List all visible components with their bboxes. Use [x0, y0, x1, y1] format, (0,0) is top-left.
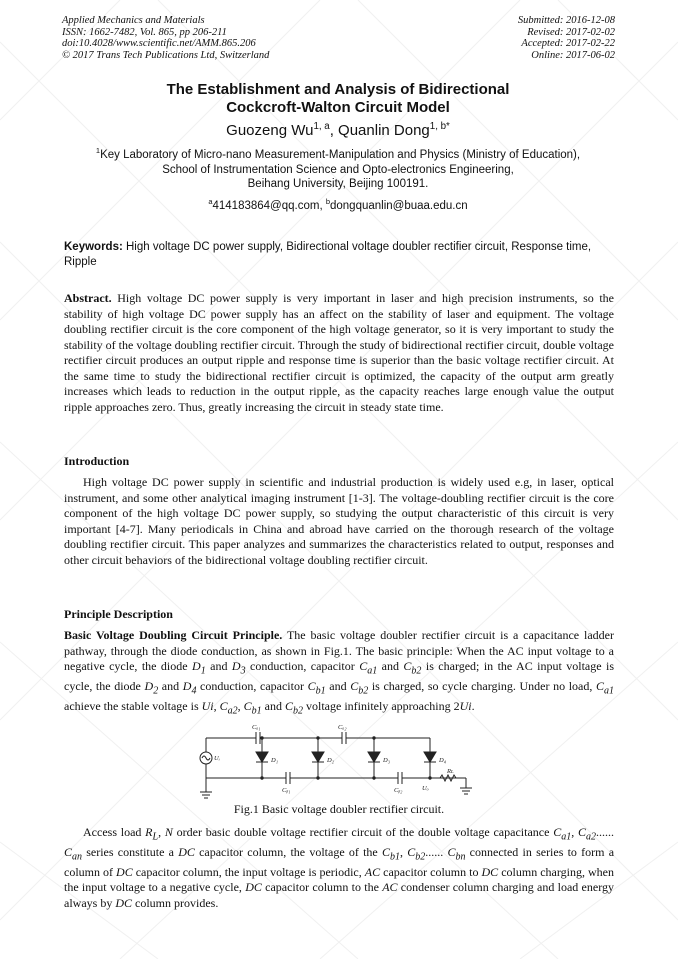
- sym-rl: R: [145, 825, 153, 839]
- abstract-text: High voltage DC power supply is very important in laser and high precision instruments, so the stability of high voltage DC power supply has an affect on the stability of laser and equipment. The voltage doubling rectifier circuit is the core component of the high voltage generator, so it is very important to study the stability of the voltage doubling rectifier circuit. Through the study of bidirectional rectifier circuit, double voltage rectifier circuit produces an output ripple and response time is superior than the basic voltage rectifier circuit. At the same time to study the bidirectional rectifier circuit is optimized, the capacity of the output arm greatly increases which leads to reduction in the output ripple, as the capacity reaches large enough value the output ripple approaches zero. Thus, greatly increasing the circuit in steady state time.: [64, 291, 614, 414]
- principle-text-6: and: [158, 678, 183, 693]
- sym-dc-1: DC: [178, 844, 195, 859]
- affiliation-sup: 1: [95, 146, 101, 156]
- title-line-2: Cockcroft-Walton Circuit Model: [226, 99, 450, 116]
- abstract: [64, 291, 614, 415]
- accepted-date: Accepted: 2017-02-22: [521, 38, 615, 49]
- paper-title: [62, 81, 614, 117]
- sym-ui: Ui: [201, 698, 214, 713]
- author-1-sup: 1, a: [313, 121, 330, 132]
- sym-cb2-c: C: [284, 698, 293, 713]
- keywords-label: Keywords:: [64, 241, 123, 253]
- author-1: Guozeng Wu: [226, 122, 314, 139]
- access-load-paragraph: [64, 825, 614, 911]
- abstract-label: Abstract.: [64, 291, 112, 305]
- sym-dc-3: DC: [481, 864, 499, 879]
- sym-d3-sub: 3: [240, 665, 246, 677]
- access-text-3: ,: [571, 825, 578, 839]
- sym-d2: D: [144, 678, 154, 693]
- sym-cb2-b-sub: b2: [358, 685, 369, 697]
- diode-4: [424, 752, 436, 762]
- sym-access-ca1: C: [553, 825, 562, 839]
- author-emails: [62, 199, 614, 213]
- introduction-heading: Introduction: [64, 454, 130, 468]
- sym-rl-sub: L: [152, 831, 159, 843]
- author-2: Quanlin Dong: [338, 122, 430, 139]
- affiliation-line-3: Beihang University, Beijing 100191.: [247, 178, 429, 190]
- principle-text-8: and: [325, 678, 351, 693]
- sym-cb1-b-sub: b1: [251, 705, 262, 717]
- principle-subheading: Basic Voltage Doubling Circuit Principle.: [64, 628, 283, 642]
- label-ui: Uᵢ: [214, 755, 220, 762]
- sym-ca2: C: [219, 698, 228, 713]
- email-a-sup: a: [208, 197, 213, 207]
- label-uo: Uₒ: [422, 785, 429, 792]
- principle-text-5: is charged; in the AC input voltage is cycle, the diode: [64, 659, 615, 693]
- access-text-11: capacitor column to: [380, 864, 482, 879]
- author-2-sup: 1, b*: [429, 121, 450, 132]
- email-a[interactable]: 414183864@qq.com,: [212, 200, 326, 212]
- principle-text-1: The basic voltage doubler rectifier circuit is a capacitance ladder pathway, through the diode conduction, as shown in Fig.1. The basic principle: When the AC input voltage to a negative cycle, the diode: [64, 628, 614, 673]
- sym-access-cb1: C: [381, 844, 390, 859]
- principle-text-13: and: [261, 698, 285, 713]
- access-text-4: ......: [595, 825, 614, 839]
- sym-access-ca2-sub: a2: [585, 831, 596, 843]
- sym-access-cb2-sub: b2: [415, 851, 426, 863]
- sym-cb1-b: C: [243, 698, 252, 713]
- access-text-7: ,: [399, 844, 408, 859]
- label-cb1: Cᵦ₁: [282, 787, 291, 794]
- sym-cb2-b: C: [350, 678, 359, 693]
- label-cb2: Cᵦ₂: [394, 787, 403, 794]
- sym-ac-2: AC: [382, 880, 398, 895]
- doi-line: doi:10.4028/www.scientific.net/AMM.865.206: [62, 38, 256, 49]
- sym-d4: D: [182, 678, 192, 693]
- principle-text-10: achieve the stable voltage is: [64, 698, 202, 713]
- access-text-13: capacitor column to the: [261, 880, 383, 895]
- affiliation: [62, 148, 614, 192]
- title-line-1: The Establishment and Analysis of Bidirectional: [166, 81, 510, 98]
- sym-access-can-sub: an: [72, 851, 83, 863]
- sym-ui-2: Ui: [459, 698, 472, 713]
- label-d1: D₁: [271, 757, 278, 764]
- principle-text-7: conduction, capacitor: [196, 678, 308, 693]
- label-d2: D₂: [327, 757, 334, 764]
- access-text-5: series constitute a: [82, 844, 179, 859]
- sym-ca1-sub: a1: [367, 665, 378, 677]
- email-b[interactable]: dongquanlin@buaa.edu.cn: [330, 200, 468, 212]
- sym-cb2: C: [403, 659, 412, 673]
- journal-info: [62, 15, 269, 61]
- access-text-6: capacitor column, the voltage of the: [194, 844, 382, 859]
- access-text-8: ......: [425, 844, 448, 859]
- issn-line: ISSN: 1662-7482, Vol. 865, pp 206-211: [62, 26, 227, 38]
- label-rl: Rʟ: [447, 768, 454, 775]
- sym-access-cb2: C: [407, 844, 416, 859]
- sym-d4-sub: 4: [191, 685, 197, 697]
- keywords: [64, 240, 614, 270]
- access-text-14: condenser column charging and load energy always by: [64, 880, 614, 910]
- label-ca1: Cₐ₁: [252, 724, 261, 731]
- principle-text-2: and: [205, 659, 232, 673]
- sym-cb1-sub: b1: [315, 685, 326, 697]
- sym-cb1: C: [307, 678, 316, 693]
- sym-ca1-b: C: [596, 678, 605, 693]
- principle-text-11: ,: [213, 698, 220, 713]
- principle-paragraph: [64, 628, 614, 719]
- principle-text-14: voltage infinitely approaching 2: [303, 698, 460, 713]
- introduction-text: High voltage DC power supply in scientific and industrial production is widely used e.g, in laser, optical instrument, and some other analytical imaging instrument [1-3]. The voltage-doubling rectifier circuit is the core component of the high voltage DC power supply, so studying the output characteristic of this circuit is very important [4-7]. Many periodicals in China and abroad have carried on the thorough research of the voltage doubling rectifier circuit. This paper analyzes and summarizes the characteristics related to output, responses and other circuit behaviors of the bidirectional voltage doubling rectifier circuit.: [64, 475, 614, 567]
- access-text-15: column provides.: [132, 895, 219, 910]
- label-d4: D₄: [439, 757, 446, 764]
- sym-ca2-sub: a2: [227, 705, 238, 717]
- affiliation-line-2: School of Instrumentation Science and Opto-electronics Engineering,: [162, 163, 514, 176]
- principle-text-12: ,: [237, 698, 244, 713]
- access-text-12: column charging, when the input voltage to a negative cycle,: [64, 864, 614, 895]
- submitted-date: Submitted: 2016-12-08: [517, 15, 615, 26]
- author-separator: ,: [329, 122, 339, 139]
- access-text-1: ,: [158, 825, 165, 839]
- access-text-9: connected in series to form a column of: [64, 844, 615, 879]
- principle-heading: Principle Description: [64, 607, 173, 621]
- sym-cb2-sub: b2: [411, 665, 422, 677]
- principle-text-9: is charged, so cycle charging. Under no load,: [368, 678, 596, 693]
- figure-caption: Fig.1 Basic voltage doubler rectifier circuit.: [233, 802, 445, 816]
- principle-text-15: .: [471, 698, 475, 713]
- diode-1: [256, 752, 268, 762]
- keywords-text: High voltage DC power supply, Bidirectional voltage doubler rectifier circuit, Response time, Ripple: [64, 241, 592, 268]
- author-list: [62, 122, 614, 140]
- sym-dc-4: DC: [245, 880, 262, 895]
- diode-3: [368, 752, 380, 762]
- sym-cb2-c-sub: b2: [293, 705, 303, 717]
- email-b-sup: b: [325, 197, 330, 207]
- diode-2: [312, 752, 324, 762]
- sym-n: N: [164, 825, 173, 839]
- principle-text-4: and: [377, 659, 404, 673]
- sym-d3: D: [231, 659, 241, 673]
- sym-ca1: C: [359, 659, 368, 673]
- sym-d1: D: [192, 659, 201, 673]
- revised-date: Revised: 2017-02-02: [527, 26, 615, 38]
- copyright-line: © 2017 Trans Tech Publications Ltd, Switzerland: [62, 49, 270, 61]
- sym-d2-sub: 2: [153, 685, 159, 697]
- sym-dc-2: DC: [116, 864, 133, 879]
- dates-info: [518, 15, 615, 61]
- online-date: Online: 2017-06-02: [531, 49, 615, 61]
- access-text-2: order basic double voltage rectifier circuit of the double voltage capacitance: [172, 825, 554, 839]
- sym-access-cb1-sub: b1: [389, 851, 400, 863]
- sym-access-can: C: [64, 844, 73, 859]
- sym-access-cbn: C: [447, 844, 456, 859]
- sym-access-ca2: C: [577, 825, 586, 839]
- sym-d1-sub: 1: [200, 665, 206, 677]
- sym-access-cbn-sub: bn: [455, 851, 466, 863]
- sym-access-ca1-sub: a1: [561, 831, 572, 843]
- journal-name: Applied Mechanics and Materials: [62, 15, 205, 26]
- sym-dc-5: DC: [115, 895, 132, 910]
- label-ca2: Cₐ₂: [338, 724, 347, 731]
- access-text-0: Access load: [83, 825, 146, 839]
- circuit-diagram: [196, 720, 486, 800]
- label-d3: D₃: [383, 757, 390, 764]
- affiliation-line-1: Key Laboratory of Micro-nano Measurement-Manipulation and Physics (Ministry of Education),: [100, 149, 581, 161]
- sym-ac-1: AC: [364, 864, 381, 879]
- principle-text-3: conduction, capacitor: [245, 659, 360, 673]
- access-text-10: capacitor column, the input voltage is periodic,: [132, 864, 365, 879]
- sym-ca1-b-sub: a1: [604, 685, 615, 697]
